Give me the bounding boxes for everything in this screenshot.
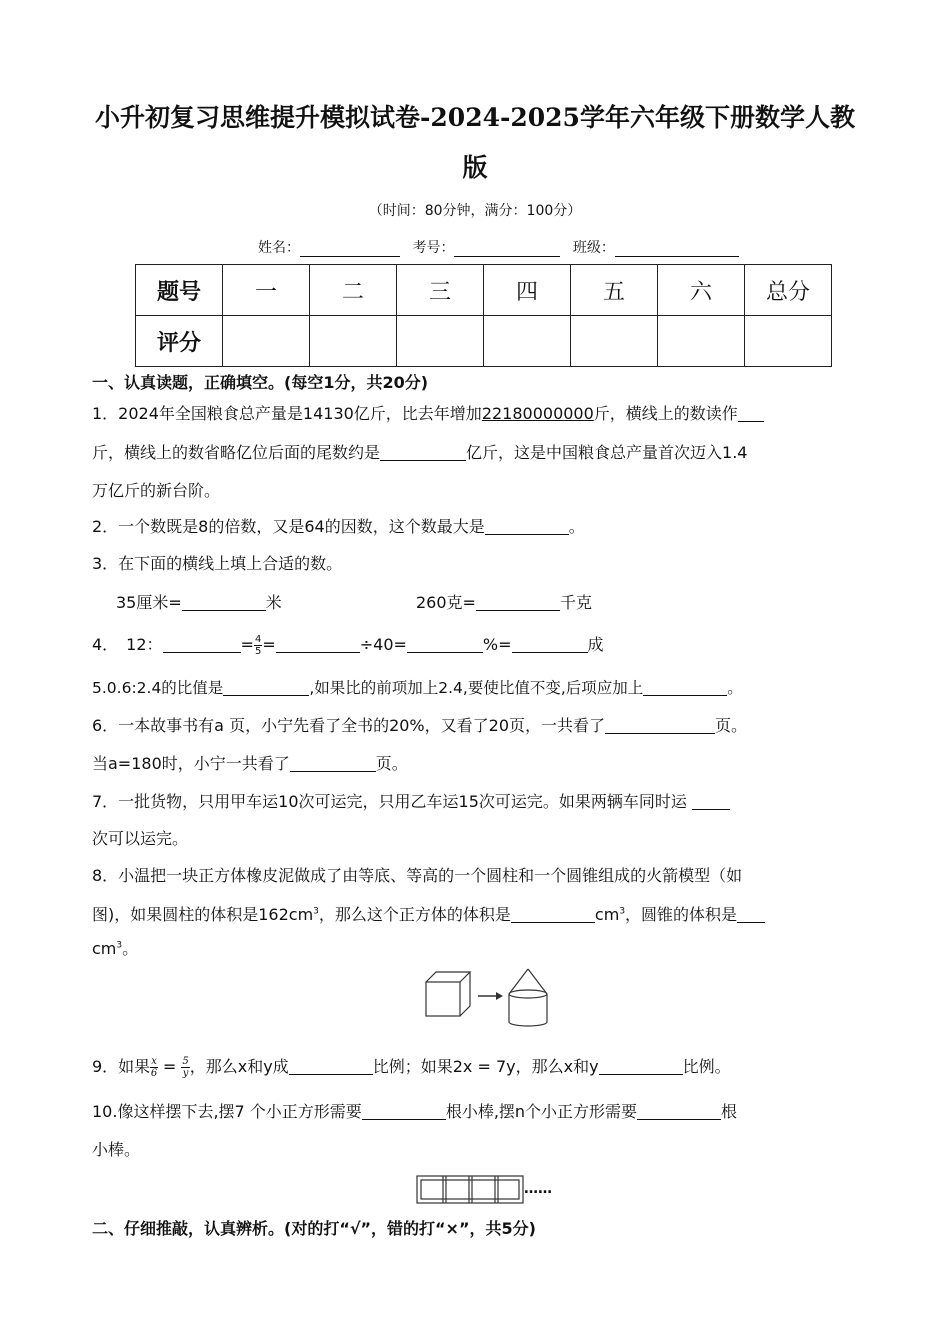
page-title: 小升初复习思维提升模拟试卷-2024-2025学年六年级下册数学人教 <box>95 103 855 132</box>
rocket-icon <box>509 969 547 1026</box>
question-3: 3．在下面的横线上填上合适的数。 <box>92 554 343 573</box>
class-label: 班级： <box>572 240 615 256</box>
question-6: 6．一本故事书有a 页，小宁先看了全书的20%，又看了20页，一共看了 页。 <box>92 716 748 735</box>
fraction: $\frac{x}{6}$ <box>150 1056 158 1079</box>
exam-no-label: 考号： <box>412 240 455 256</box>
answer-blank[interactable] <box>605 717 715 734</box>
fraction: $\frac{4}{5}$ <box>254 634 262 657</box>
question-3-left: 35厘米= 米 <box>116 593 282 612</box>
table-cell: 题号 <box>136 265 223 316</box>
answer-blank[interactable] <box>276 636 360 653</box>
answer-blank[interactable] <box>362 1103 446 1120</box>
score-cell[interactable] <box>223 316 310 367</box>
class-blank[interactable] <box>615 242 739 257</box>
table-row <box>136 316 832 367</box>
cube-to-rocket-figure <box>420 966 550 1030</box>
score-cell[interactable] <box>658 316 745 367</box>
question-9: 9．如果 $\frac{x}{6}$ = $\frac{5}{y}$ ，那么x和y成 比例；如果2x = 7y，那么x和y 比例。 <box>92 1056 731 1079</box>
table-cell: 三 <box>397 265 484 316</box>
name-label: 姓名： <box>258 240 300 256</box>
answer-blank[interactable] <box>599 1058 683 1075</box>
score-cell[interactable] <box>484 316 571 367</box>
arrow-icon <box>478 992 503 1000</box>
exam-time-info: （时间：80分钟，满分：100分） <box>368 203 582 219</box>
score-cell[interactable] <box>310 316 397 367</box>
section-heading: 二、仔细推敲，认真辨析。(对的打“√”，错的打“×”，共5分) <box>92 1219 536 1238</box>
question-8: 8．小温把一块正方体橡皮泥做成了由等底、等高的一个圆柱和一个圆锥组成的火箭模型（如 <box>92 866 743 885</box>
answer-blank[interactable] <box>692 793 730 810</box>
question-10-line2: 小棒。 <box>92 1140 141 1159</box>
question-1: 1．2024年全国粮食总产量是14130亿斤，比去年增加22180000000斤，横线上的数读作 <box>92 401 764 424</box>
answer-blank[interactable] <box>485 518 569 535</box>
page-title-continued: 版 <box>462 153 488 182</box>
table-cell: 一 <box>223 265 310 316</box>
table-cell: 评分 <box>136 316 223 367</box>
question-5: 5.0.6:2.4的比值是 ,如果比的前项加上2.4,要使比值不变,后项应加上 。 <box>92 679 743 697</box>
answer-blank[interactable] <box>643 679 727 696</box>
score-cell[interactable] <box>397 316 484 367</box>
question-4: 4． 12： = $\frac{4}{5}$ = ÷40= %= 成 <box>92 634 604 657</box>
table-cell: 四 <box>484 265 571 316</box>
answer-blank[interactable] <box>407 636 483 653</box>
answer-blank[interactable] <box>380 444 466 461</box>
score-table <box>135 264 832 367</box>
table-cell: 总分 <box>745 265 832 316</box>
score-cell[interactable] <box>745 316 832 367</box>
answer-blank[interactable] <box>182 594 266 611</box>
table-cell: 二 <box>310 265 397 316</box>
question-6-line2: 当a=180时，小宁一共看了 页。 <box>92 754 408 773</box>
score-cell[interactable] <box>571 316 658 367</box>
fraction: $\frac{5}{y}$ <box>182 1056 189 1079</box>
answer-blank[interactable] <box>163 636 241 653</box>
ellipsis: …… <box>524 1181 552 1197</box>
answer-blank[interactable] <box>289 1058 373 1075</box>
matchstick-squares-figure <box>416 1175 526 1205</box>
question-8-line3: $cm^3$。 <box>92 939 139 958</box>
question-3-right: 260克= 千克 <box>416 593 592 612</box>
question-1-line3: 万亿斤的新台阶。 <box>92 481 221 500</box>
answer-blank[interactable] <box>738 405 764 422</box>
question-7: 7．一批货物，只用甲车运10次可运完，只用乙车运15次可运完。如果两辆车同时运 <box>92 789 730 812</box>
table-cell: 五 <box>571 265 658 316</box>
answer-blank[interactable] <box>512 636 588 653</box>
name-blank[interactable] <box>300 242 400 257</box>
student-info <box>258 237 747 257</box>
question-1-line2: 斤，横线上的数省略亿位后面的尾数约是 亿斤，这是中国粮食总产量首次迈入1.4 <box>92 443 748 462</box>
cube-icon <box>426 972 470 1016</box>
question-8-line2: 图)，如果圆柱的体积是$162cm^3$，那么这个正方体的体积是 $cm^3$，圆锥的体积是 <box>92 902 765 925</box>
answer-blank[interactable] <box>476 594 560 611</box>
table-row <box>136 265 832 316</box>
table-cell: 六 <box>658 265 745 316</box>
answer-blank[interactable] <box>223 679 309 696</box>
answer-blank[interactable] <box>637 1103 721 1120</box>
answer-blank[interactable] <box>290 755 376 772</box>
question-7-line2: 次可以运完。 <box>92 829 189 848</box>
question-10: 10.像这样摆下去,摆7 个小正方形需要 根小棒,摆n个小正方形需要 根 <box>92 1102 738 1121</box>
answer-blank[interactable] <box>511 906 595 923</box>
answer-blank[interactable] <box>737 906 765 923</box>
section-heading: 一、认真读题，正确填空。(每空1分，共20分) <box>92 373 429 392</box>
question-2: 2．一个数既是8的倍数，又是64的因数，这个数最大是 。 <box>92 517 585 536</box>
exam-no-blank[interactable] <box>454 242 560 257</box>
